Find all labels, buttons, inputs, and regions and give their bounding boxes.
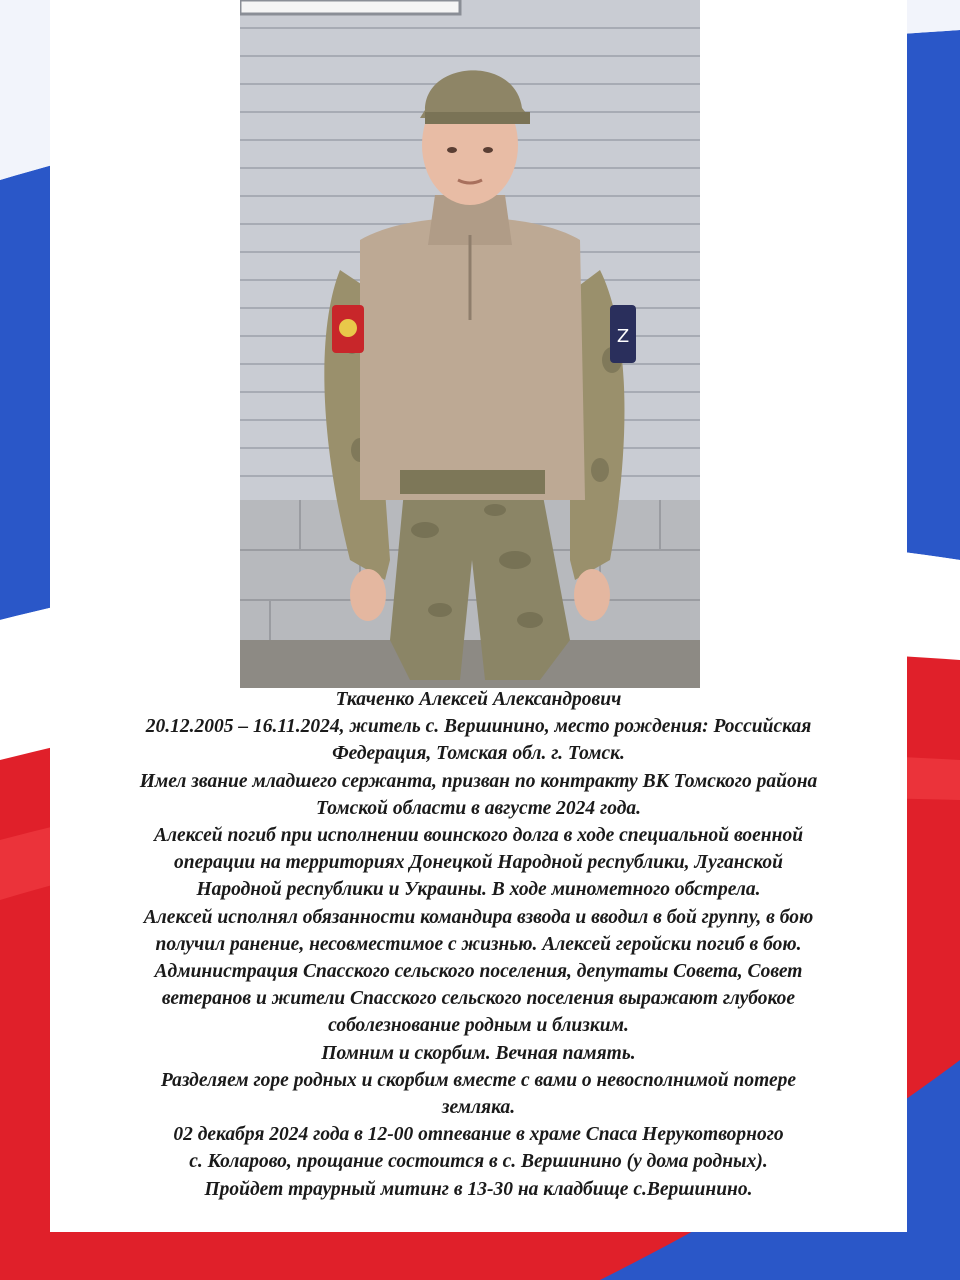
obituary-line: с. Коларово, прощание состоится в с. Вершинино (у дома родных). <box>189 1151 768 1173</box>
obituary-line: Алексей исполнял обязанности командира взвода и вводил в бой группу, в бою <box>143 906 814 928</box>
obituary-line: Алексей погиб при исполнении воинского долга в ходе специальной военной <box>153 825 804 847</box>
obituary-line: Имел звание младшего сержанта, призван по контракту ВК Томского района <box>139 770 818 792</box>
obituary-line: Администрация Спасского сельского поселения, депутаты Совета, Совет <box>154 961 803 983</box>
obituary-line: Пройдет траурный митинг в 13-30 на кладбище с.Вершинино. <box>204 1178 753 1200</box>
obituary-line: операции на территориях Донецкой Народной республики, Луганской <box>173 852 784 874</box>
obituary-line: 02 декабря 2024 года в 12-00 отпевание в храме Спаса Нерукотворного <box>173 1124 784 1146</box>
obituary-line: ветеранов и жители Спасского сельского поселения выражают глубокое <box>161 988 796 1010</box>
obituary-line: Помним и скорбим. Вечная память. <box>321 1042 636 1064</box>
svg-text:Z: Z <box>616 326 630 347</box>
obituary-line: Томской области в августе 2024 года. <box>316 797 641 819</box>
obituary-line: получил ранение, несовместимое с жизнью. Алексей геройски погиб в бою. <box>155 933 802 955</box>
obituary-line: 20.12.2005 – 16.11.2024, житель с. Вершинино, место рождения: Российская <box>145 716 812 738</box>
obituary-name: Ткаченко Алексей Александрович <box>335 689 622 710</box>
obituary-line: земляка. <box>441 1097 516 1119</box>
soldier-photo <box>240 0 700 688</box>
obituary-text <box>50 686 907 1203</box>
obituary-line: Разделяем горе родных и скорбим вместе с вами о невосполнимой потере <box>160 1069 797 1091</box>
obituary-line: Народной республики и Украины. В ходе минометного обстрела. <box>196 879 761 901</box>
obituary-line: соболезнование родным и близким. <box>328 1015 629 1037</box>
obituary-line: Федерация, Томская обл. г. Томск. <box>332 743 625 765</box>
